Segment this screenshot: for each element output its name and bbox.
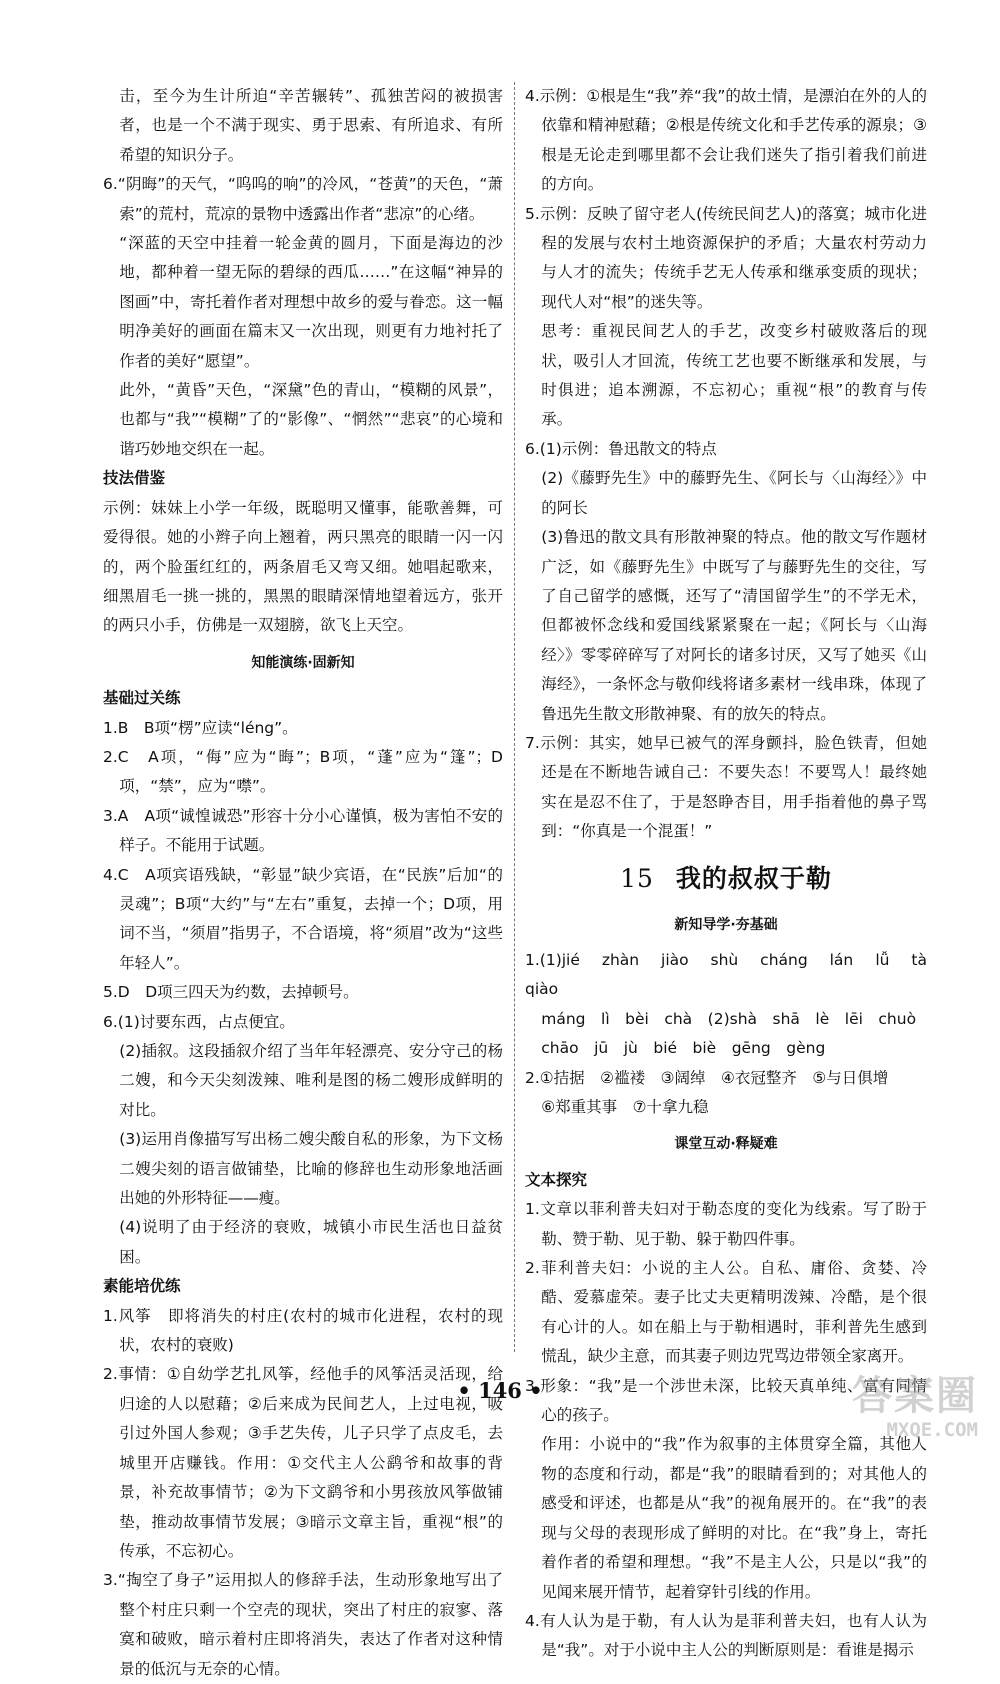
answer-item: 4.示例：①根是生“我”养“我”的故土情，是漂泊在外的人的依靠和精神慰藉；②根是传统文化和手艺传承的源泉；③根是无论走到哪里都不会让我们迷失了指引着我们前进的方向。 [525, 87, 927, 194]
answer-paragraph: “深蓝的天空中挂着一轮金黄的圆月，下面是海边的沙地，都种着一望无际的碧绿的西瓜……”在这幅“神异的图画”中，寄托着作者对理想中故乡的爱与眷恋。这一幅明净美好的画面在篇末又一次出现，则更有力地衬托了作者的美好“愿望”。 [119, 234, 503, 370]
section-heading: 基础过关练 [103, 689, 181, 708]
answer-item: 6.“阴晦”的天气，“呜呜的响”的冷风，“苍黄”的天色，“萧索”的荒村，荒凉的景物中透露出作者“悲凉”的心绪。 [103, 175, 503, 223]
answer-paragraph: 示例：妹妹上小学一年级，既聪明又懂事，能歌善舞，可爱得很。她的小辫子向上翘着，两只黑亮的眼睛一闪一闪的，两个脸蛋红红的，两条眉毛又弯又细。她唱起歌来，细黑眉毛一挑一挑的，黑黑的眼睛深情地望着远方，张开的两只小手，仿佛是一双翅膀，欲飞上天空。 [103, 498, 503, 635]
answer-item: 4.C A项宾语残缺，“彰显”缺少宾语，在“民族”后加“的灵魂”；B项“大约”与“左右”重复，去掉一个；D项，用词不当，“须眉”指男子，不合语境，将“须眉”改为“这些年轻人”。 [103, 865, 503, 972]
pinyin-line: 1.(1)jié zhàn jiào shù cháng lán lǚ tà qiào [525, 950, 943, 999]
answer-item: 1.文章以菲利普夫妇对于勒态度的变化为线索。写了盼于勒、赞于勒、见于勒、躲于勒四件事。 [525, 1200, 927, 1248]
answer-paragraph: 思考：重视民间艺人的手艺，改变乡村破败落后的现状，吸引人才回流，传统工艺也要不断继承和发展，与时俱进；追本溯源，不忘初心；重视“根”的教育与传承。 [541, 322, 927, 429]
pinyin-line: máng lì bèi chà (2)shà shā lè lēi chuò [541, 1009, 917, 1028]
answer-paragraph: (4)说明了由于经济的衰败，城镇小市民生活也日益贫困。 [119, 1218, 503, 1266]
answer-item: 6.(1)讨要东西，占点便宜。 [103, 1012, 295, 1031]
answer-item: 5.D D项三四天为约数，去掉顿号。 [103, 983, 359, 1002]
answer-item: 2.①拮据 ②褴褛 ③阔绰 ④衣冠整齐 ⑤与日俱增 [525, 1068, 889, 1087]
answer-item: 5.示例：反映了留守老人(传统民间艺人)的落寞；城市化进程的发展与农村土地资源保护的矛盾；大量农村劳动力与人才的流失；传统手艺无人传承和继承变质的现状；现代人对“根”的迷失等。 [525, 204, 927, 311]
pinyin-line: chāo jū jù bié biè gēng gèng [541, 1039, 826, 1058]
answer-item: 1.B B项“楞”应读“léng”。 [103, 718, 298, 737]
answer-item: 4.有人认为是于勒，有人认为是菲利普夫妇，也有人认为是“我”。对于小说中主人公的判断原则是：看谁是揭示 [525, 1611, 927, 1660]
left-column [103, 82, 503, 1684]
answer-paragraph: ⑥郑重其事 ⑦十拿九稳 [541, 1098, 709, 1116]
answer-paragraph: (3)运用肖像描写写出杨二嫂尖酸自私的形象，为下文杨二嫂尖刻的语言做铺垫，比喻的修辞也生动形象地活画出她的外形特征——瘦。 [119, 1130, 503, 1208]
section-banner: 课堂互动·释疑难 [674, 1136, 778, 1153]
answer-paragraph: (2)插叙。这段插叙介绍了当年年轻漂亮、安分守己的杨二嫂，和今天尖刻泼辣、唯利是图的杨二嫂形成鲜明的对比。 [119, 1042, 503, 1119]
lesson-title-text: 我的叔叔于勒 [675, 863, 832, 893]
section-heading: 文本探究 [525, 1170, 588, 1189]
answer-paragraph: 此外，“黄昏”天色，“深黛”色的青山，“模糊的风景”，也都与“我”“模糊”了的“影像”、“惘然”“悲哀”的心境和谐巧妙地交织在一起。 [119, 381, 503, 458]
answer-item: 6.(1)示例：鲁迅散文的特点 [525, 439, 717, 458]
section-banner: 知能演练·固新知 [251, 654, 355, 671]
section-banner: 新知导学·夯基础 [674, 916, 778, 933]
watermark-url: MXQE.COM [886, 1419, 978, 1441]
watermark-text: 答案圈 [852, 1373, 978, 1419]
answer-paragraph: (2)《藤野先生》中的藤野先生、《阿长与〈山海经〉》中的阿长 [541, 469, 927, 517]
lesson-number: 15 [620, 863, 654, 893]
section-heading: 素能培优练 [103, 1277, 181, 1296]
answer-paragraph: 击，至今为生计所迫“辛苦辗转”、孤独苦闷的被损害者，也是一个不满于现实、勇于思索、有所追求、有所希望的知识分子。 [119, 87, 503, 164]
answer-item: 3.A A项“诚惶诚恐”形容十分小心谨慎，极为害怕不安的样子。不能用于试题。 [103, 806, 503, 855]
answer-item: 7.示例：其实，她早已被气的浑身颤抖，脸色铁青，但她还是在不断地告诫自己：不要失态！不要骂人！最终她实在是忍不住了，于是怒睁杏目，用手指着他的鼻子骂到：“你真是一个混蛋！” [525, 733, 927, 841]
answer-paragraph: 作用：小说中的“我”作为叙事的主体贯穿全篇，其他人物的态度和行动，都是“我”的眼睛看到的；对其他人的感受和评述，也都是从“我”的视角展开的。在“我”的表现与父母的表现形成了鲜明的对比。在“我”身上，寄托着作者的希望和理想。“我”不是主人公，只是以“我”的见闻来展开情节，起着穿针引线的作用。 [541, 1435, 927, 1601]
watermark-logo [818, 1373, 978, 1447]
section-heading: 技法借鉴 [103, 469, 166, 488]
page-number: • 146 • [457, 1378, 543, 1403]
answer-item: 1.风筝 即将消失的村庄(农村的城市化进程，农村的现状，农村的衰败) [103, 1306, 503, 1355]
answer-item: 3.“掏空了身子”运用拟人的修辞手法，生动形象地写出了整个村庄只剩一个空壳的现状，突出了村庄的寂寥、落寞和破败，暗示着村庄即将消失，表达了作者对这种情景的低沉与无奈的心情。 [103, 1571, 503, 1678]
answer-item: 2.C A项，“侮”应为“晦”；B项，“蓬”应为“篷”；D项，“禁”，应为“噤”。 [103, 747, 503, 796]
answer-item: 2.菲利普夫妇：小说的主人公。自私、庸俗、贪婪、冷酷、爱慕虚荣。妻子比丈夫更精明泼辣、冷酷，是个很有心计的人。如在船上与于勒相遇时，菲利普先生感到慌乱，缺少主意，而其妻子则边咒骂边带领全家离开。 [525, 1259, 927, 1366]
answer-item: 3.形象：“我”是一个涉世未深，比较天真单纯、富有同情心的孩子。 [525, 1376, 927, 1425]
answer-item: 2.事情：①自幼学艺扎风筝，经他手的风筝活灵活现，给归途的人以慰藉；②后来成为民间艺人，上过电视，吸引过外国人参观；③手艺失传，儿子只学了点皮毛，去城里开店赚钱。作用：①交代主人公鹞爷和故事的背景，补充故事情节；②为下文鹞爷和小男孩放风筝做铺垫，推动故事情节发展；③暗示文章主旨，重视“根”的传承，不忘初心。 [103, 1365, 503, 1560]
column-divider [514, 82, 515, 1352]
answer-paragraph: (3)鲁迅的散文具有形散神聚的特点。他的散文写作题材广泛，如《藤野先生》中既写了与藤野先生的交往，写了自己留学的感慨，还写了“清国留学生”的不学无术，但都被怀念线和爱国线紧紧聚在一起；《阿长与〈山海经〉》零零碎碎写了对阿长的诸多讨厌，又写了她买《山海经》，一条怀念与敬仰线将诸多素材一线串珠，体现了鲁迅先生散文形散神聚、有的放矢的特点。 [541, 528, 927, 723]
lesson-title [525, 859, 927, 899]
